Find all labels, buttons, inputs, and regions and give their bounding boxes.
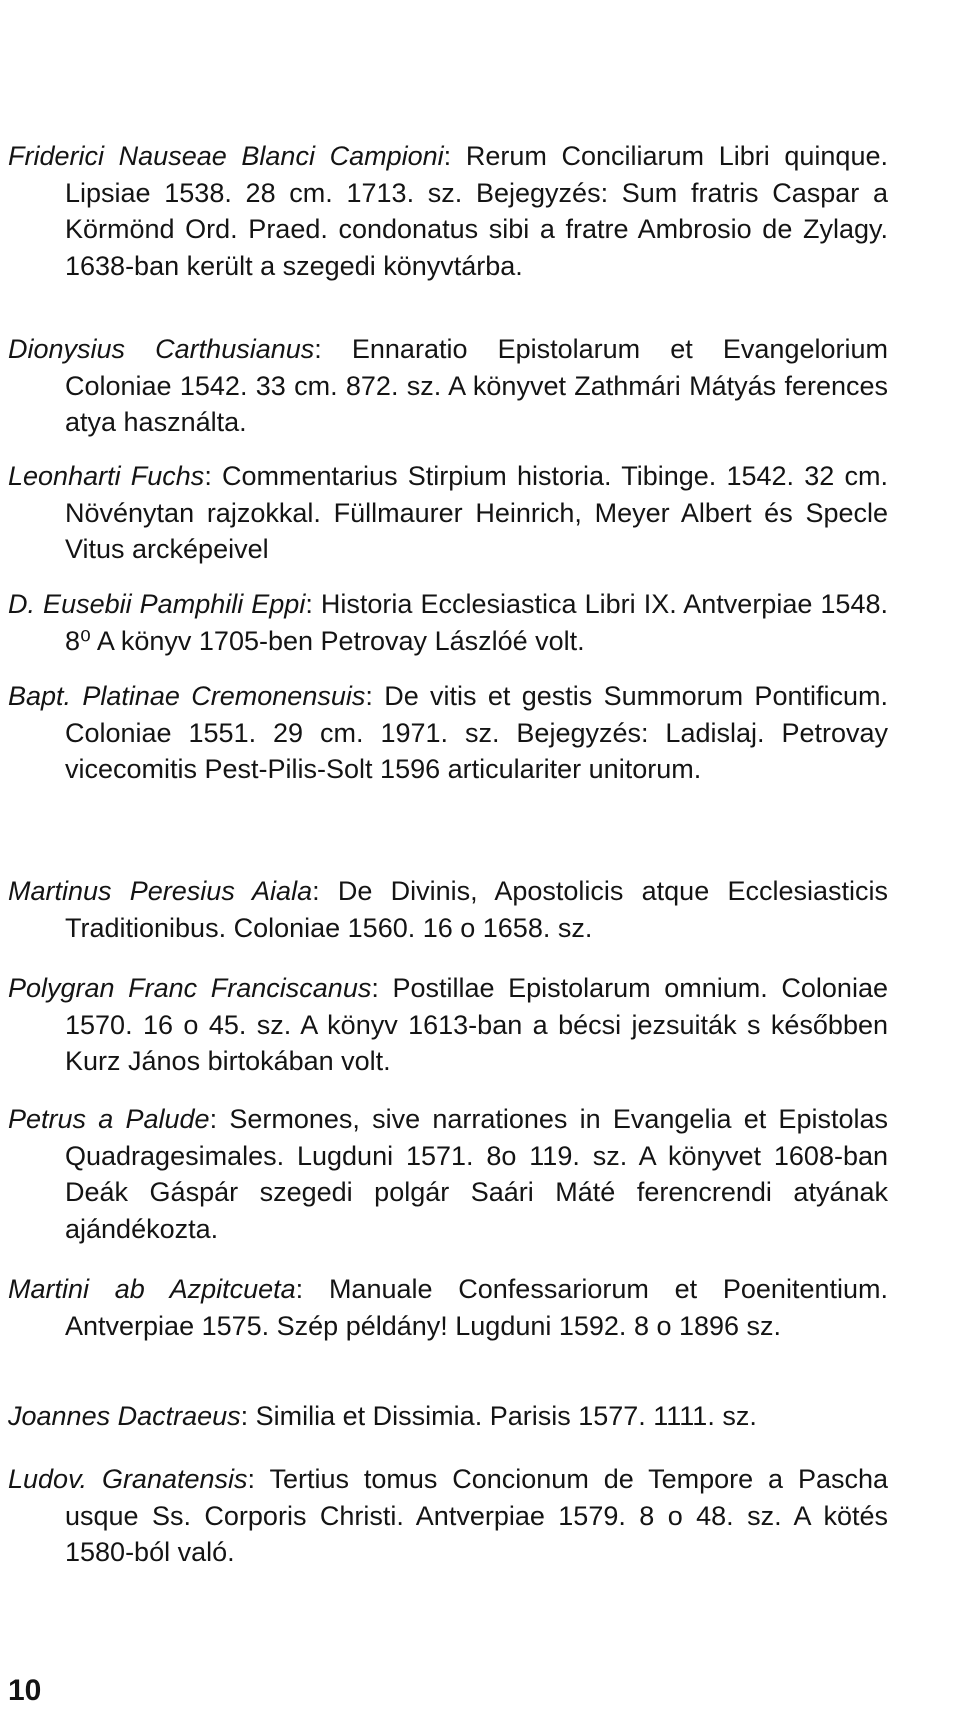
entry-author: Leonharti Fuchs: [8, 461, 205, 491]
bibliography-entry: Ludov. Granatensis: Tertius tomus Concionum de Tempore a Pascha usque Ss. Corporis Christi. Antverpiae 1579. 8 o 48. sz. A kötés 1580-ból való.: [8, 1464, 889, 1567]
entry-author: Petrus a Palude: [8, 1104, 210, 1134]
bibliography-entry: Friderici Nauseae Blanci Campioni: Rerum Conciliarum Libri quinque. Lipsiae 1538. 28 cm. 1713. sz. Bejegyzés: Sum fratris Caspar a Körmönd Ord. Praed. condonatus sibi a fratre Ambrosio de Zylagy. 1638-ban került a szegedi könyvtárba.: [8, 141, 888, 281]
entry-author: Polygran Franc Franciscanus: [8, 973, 372, 1003]
entry-text: Commentarius Stirpium historia. Tibinge. 1542. 32 cm. Növénytan rajzokkal. Füllmaurer Heinrich, Meyer Albert és Specle Vitus arcképeivel: [65, 461, 888, 564]
entry-text: Manuale Confessariorum et Poenitentium. Antverpiae 1575. Szép példány! Lugduni 1592. 8 o 1896 sz.: [65, 1274, 888, 1341]
entry-text: Ennaratio Epistolarum et Evangelorium Coloniae 1542. 33 cm. 872. sz. A könyvet Zathmári Mátyás ferences atya használta.: [65, 334, 888, 437]
entry-text: Historia Ecclesiastica Libri IX. Antverpiae 1548. 8⁰ A könyv 1705-ben Petrovay Lászlóé volt.: [65, 589, 888, 656]
entry-author: Martinus Peresius Aiala: [8, 876, 313, 906]
bibliography-entry: Petrus a Palude: Sermones, sive narrationes in Evangelia et Epistolas Quadragesimales. Lugduni 1571. 8o 119. sz. A könyvet 1608-ban Deák Gáspár szegedi polgár Saári Máté ferencrendi atyának ajándékozta.: [8, 1104, 888, 1244]
entry-text: Similia et Dissimia. Parisis 1577. 1111. sz.: [255, 1401, 757, 1431]
bibliography-entry: D. Eusebii Pamphili Eppi: Historia Ecclesiastica Libri IX. Antverpiae 1548. 8⁰ A könyv 1705-ben Petrovay Lászlóé volt.: [8, 589, 888, 656]
entry-author: Friderici Nauseae Blanci Campioni: [8, 141, 444, 171]
bibliography-entry: Martinus Peresius Aiala: De Divinis, Apostolicis atque Ecclesiasticis Traditionibus. Coloniae 1560. 16 o 1658. sz.: [8, 876, 888, 943]
entry-author: Bapt. Platinae Cremonensuis: [8, 681, 366, 711]
bibliography-entry: Leonharti Fuchs: Commentarius Stirpium historia. Tibinge. 1542. 32 cm. Növénytan rajzokkal. Füllmaurer Heinrich, Meyer Albert és Specle Vitus arcképeivel: [8, 461, 888, 564]
entry-author: Martini ab Azpitcueta: [8, 1274, 296, 1304]
bibliography-entry: Joannes Dactraeus: Similia et Dissimia. Parisis 1577. 1111. sz.: [8, 1401, 757, 1431]
entry-author: Dionysius Carthusianus: [8, 334, 315, 364]
page-number: 10: [8, 1674, 42, 1707]
entry-text: Tertius tomus Concionum de Tempore a Pascha usque Ss. Corporis Christi. Antverpiae 1579. 8 o 48. sz. A kötés 1580-ból való.: [65, 1464, 889, 1567]
bibliography-entry: Dionysius Carthusianus: Ennaratio Epistolarum et Evangelorium Coloniae 1542. 33 cm. 872. sz. A könyvet Zathmári Mátyás ferences atya használta.: [8, 334, 888, 437]
entry-text: De vitis et gestis Summorum Pontificum. Coloniae 1551. 29 cm. 1971. sz. Bejegyzés: Ladislaj. Petrovay vicecomitis Pest-Pilis-Solt 1596 articulariter unitorum.: [65, 681, 888, 784]
bibliography-entry: Bapt. Platinae Cremonensuis: De vitis et gestis Summorum Pontificum. Coloniae 1551. 29 cm. 1971. sz. Bejegyzés: Ladislaj. Petrovay vicecomitis Pest-Pilis-Solt 1596 articulariter unitorum.: [8, 681, 888, 784]
entry-author: D. Eusebii Pamphili Eppi: [8, 589, 306, 619]
entry-text: De Divinis, Apostolicis atque Ecclesiasticis Traditionibus. Coloniae 1560. 16 o 1658. sz.: [65, 876, 888, 943]
bibliography-entry: Polygran Franc Franciscanus: Postillae Epistolarum omnium. Coloniae 1570. 16 o 45. sz. A könyv 1613-ban a bécsi jezsuiták s későbben Kurz János birtokában volt.: [8, 973, 888, 1076]
bibliography-entry: Martini ab Azpitcueta: Manuale Confessariorum et Poenitentium. Antverpiae 1575. Szép példány! Lugduni 1592. 8 o 1896 sz.: [8, 1274, 888, 1341]
entry-author: Ludov. Granatensis: [8, 1464, 248, 1494]
entry-text: Sermones, sive narrationes in Evangelia et Epistolas Quadragesimales. Lugduni 1571. 8o 119. sz. A könyvet 1608-ban Deák Gáspár szegedi polgár Saári Máté ferencrendi atyának ajándékozta.: [65, 1104, 888, 1244]
entry-author: Joannes Dactraeus: [8, 1401, 241, 1431]
entry-text: Postillae Epistolarum omnium. Coloniae 1570. 16 o 45. sz. A könyv 1613-ban a bécsi jezsuiták s későbben Kurz János birtokában volt.: [65, 973, 888, 1076]
entry-text: Rerum Conciliarum Libri quinque. Lipsiae 1538. 28 cm. 1713. sz. Bejegyzés: Sum fratris Caspar a Körmönd Ord. Praed. condonatus sibi a fratre Ambrosio de Zylagy. 1638-ban került a szegedi könyvtárba.: [65, 141, 888, 281]
